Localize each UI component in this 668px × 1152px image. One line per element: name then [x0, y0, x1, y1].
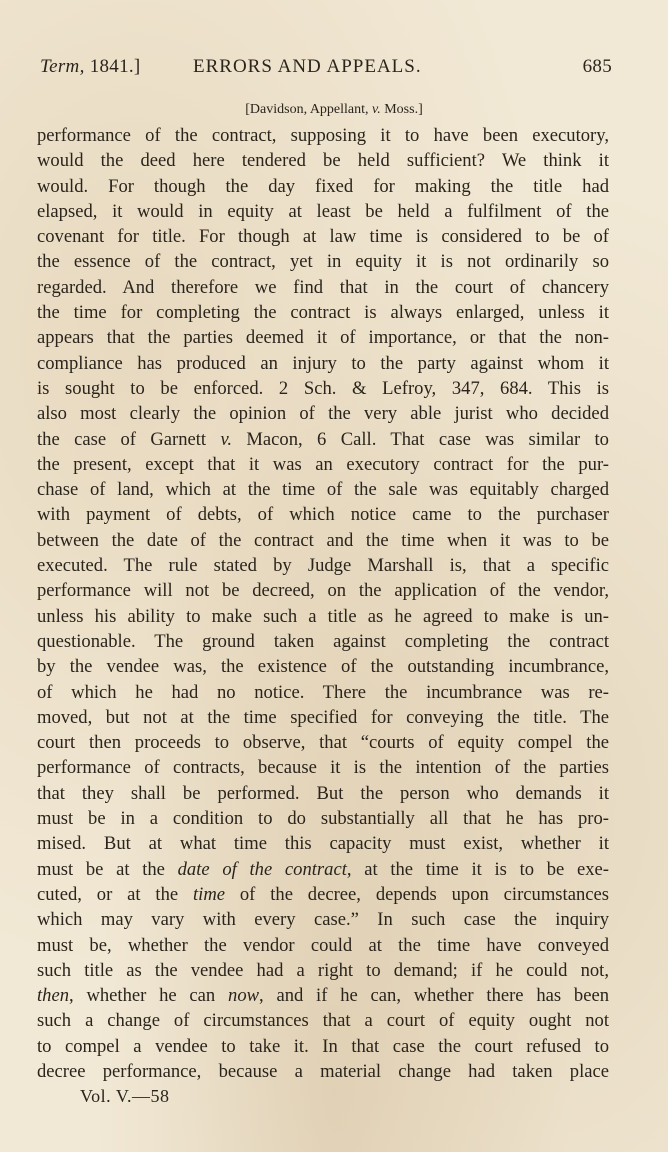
- text-line: questionable. The ground taken against completing the contract: [37, 630, 609, 652]
- running-head-title: ERRORS AND APPEALS.: [193, 56, 422, 77]
- running-head: [40, 56, 612, 84]
- term-year: 1841.]: [89, 56, 141, 77]
- text-line: covenant for title. For though at law time is considered to be of: [37, 226, 609, 248]
- text-line: regarded. And therefore we find that in the court of chancery: [37, 276, 609, 298]
- caption-close: Moss.]: [380, 102, 423, 117]
- opinion-text: [37, 123, 609, 1084]
- text-line: the present, except that it was an executory contract for the pur-: [37, 453, 609, 475]
- text-line: performance will not be decreed, on the application of the vendor,: [37, 580, 609, 602]
- text-line: then, whether he can now, and if he can, whether there has been: [37, 985, 609, 1007]
- text-line: the case of Garnett v. Macon, 6 Call. That case was similar to: [37, 428, 609, 450]
- running-head-term: [40, 56, 141, 78]
- text-line: performance of the contract, supposing it to have been executory,: [37, 125, 609, 146]
- text-line: with payment of debts, of which notice came to the purchaser: [37, 504, 609, 526]
- text-line: must be in a condition to do substantially all that he has pro-: [37, 808, 609, 830]
- volume-signature: Vol. V.—58: [80, 1086, 170, 1106]
- text-line: chase of land, which at the time of the sale was equitably charged: [37, 479, 609, 501]
- text-line: would the deed here tendered be held sufficient? We think it: [37, 150, 609, 172]
- text-line: court then proceeds to observe, that “courts of equity compel the: [37, 732, 609, 754]
- text-line: by the vendee was, the existence of the outstanding incumbrance,: [37, 656, 609, 678]
- text-line: must be, whether the vendor could at the time have conveyed: [37, 934, 609, 956]
- caption-versus: v.: [372, 102, 381, 117]
- text-line: unless his ability to make such a title as he agreed to make is un-: [37, 605, 609, 627]
- text-line: cuted, or at the time of the decree, depends upon circumstances: [37, 883, 609, 905]
- text-line: must be at the date of the contract, at the time it is to be exe-: [37, 858, 609, 880]
- text-line: which may vary with every case.” In such case the inquiry: [37, 909, 609, 931]
- text-line: is sought to be enforced. 2 Sch. & Lefroy, 347, 684. This is: [37, 377, 609, 399]
- text-line: elapsed, it would in equity at least be held a fulfilment of the: [37, 200, 609, 222]
- text-line: that they shall be performed. But the person who demands it: [37, 782, 609, 804]
- text-line: the time for completing the contract is always enlarged, unless it: [37, 302, 609, 324]
- text-line: the essence of the contract, yet in equity it is not ordinarily so: [37, 251, 609, 273]
- text-line: to compel a vendee to take it. In that case the court refused to: [37, 1035, 609, 1057]
- text-line: decree performance, because a material change had taken place: [37, 1060, 609, 1082]
- text-line: mised. But at what time this capacity must exist, whether it: [37, 833, 609, 855]
- text-line: appears that the parties deemed it of importance, or that the non-: [37, 327, 609, 349]
- text-line: such title as the vendee had a right to demand; if he could not,: [37, 959, 609, 981]
- case-caption: [0, 102, 668, 118]
- text-line: between the date of the contract and the time when it was to be: [37, 529, 609, 551]
- text-line: compliance has produced an injury to the party against whom it: [37, 352, 609, 374]
- text-line: also most clearly the opinion of the very able jurist who decided: [37, 403, 609, 425]
- text-line: executed. The rule stated by Judge Marshall is, that a specific: [37, 555, 609, 577]
- text-line: of which he had no notice. There the incumbrance was re-: [37, 681, 609, 703]
- caption-open: [Davidson, Appellant,: [245, 102, 373, 117]
- text-line: would. For though the day fixed for making the title had: [37, 175, 609, 197]
- text-line: such a change of circumstances that a court of equity ought not: [37, 1010, 609, 1032]
- text-line: moved, but not at the time specified for conveying the title. The: [37, 706, 609, 728]
- text-line: performance of contracts, because it is the intention of the parties: [37, 757, 609, 779]
- term-word: Term,: [40, 56, 85, 77]
- signature-mark: [80, 1086, 170, 1107]
- page-number: 685: [582, 56, 612, 77]
